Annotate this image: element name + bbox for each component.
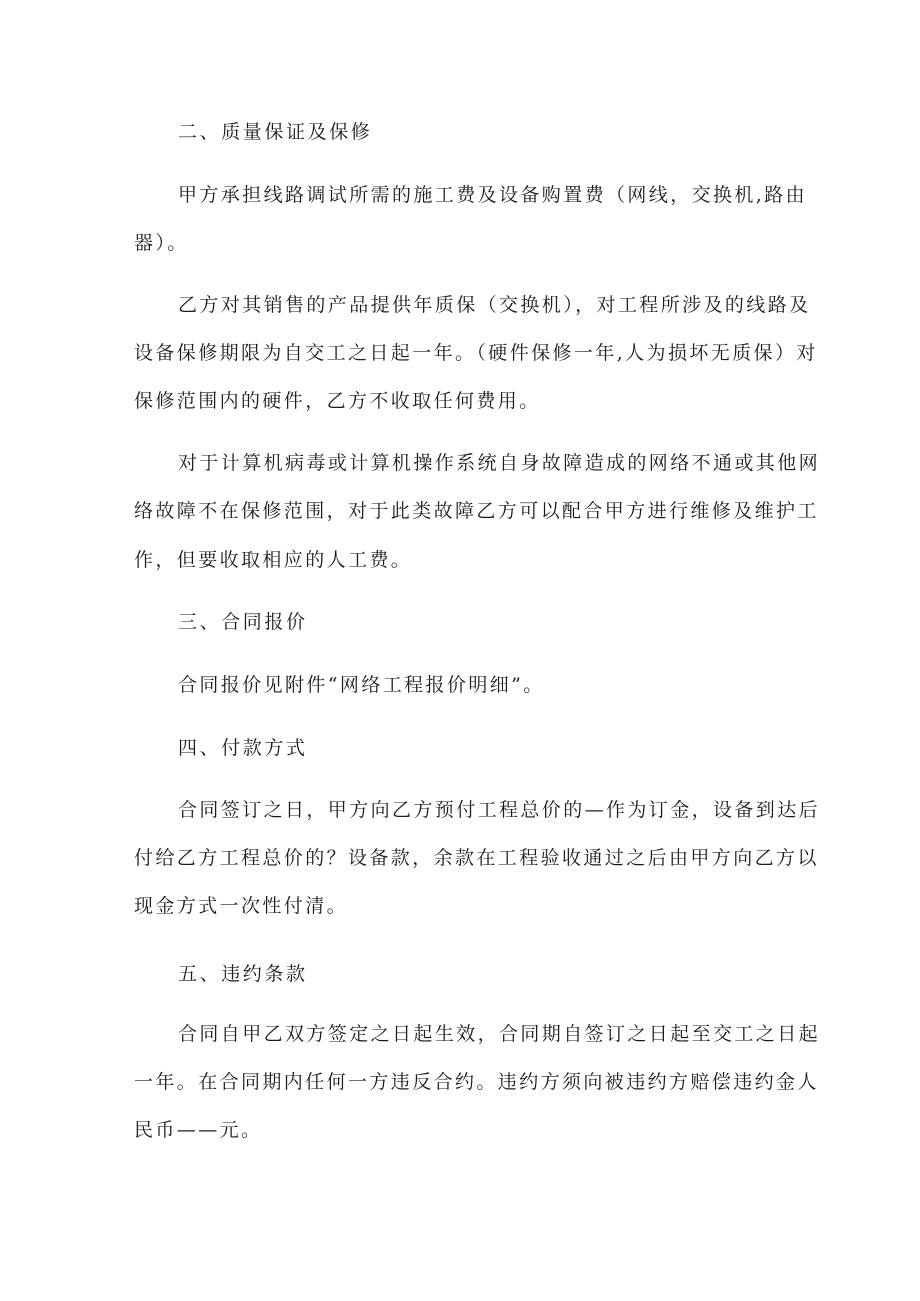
paragraph-line: 合同报价见附件“网络工程报价明细”。 — [178, 674, 545, 696]
paragraph-line: 付给乙方工程总价的？设备款，余款在工程验收通过之后由甲方向乙方以 — [134, 847, 819, 869]
paragraph-line: 甲方承担线路调试所需的施工费及设备购置费（网线，交换机,路由 — [178, 184, 808, 206]
paragraph-line: 一年。在合同期内任何一方违反合约。违约方须向被违约方赔偿违约金人 — [134, 1071, 819, 1093]
paragraph-line: 络故障不在保修范围，对于此类故障乙方可以配合甲方进行维修及维护工 — [134, 500, 819, 522]
section-heading: 五、违约条款 — [178, 963, 308, 985]
section-heading: 四、付款方式 — [178, 737, 308, 759]
paragraph-line: 器）。 — [134, 232, 189, 254]
paragraph-line: 民币——元。 — [134, 1119, 263, 1141]
paragraph-line: 合同自甲乙双方签定之日起生效，合同期自签订之日起至交工之日起 — [178, 1023, 821, 1045]
paragraph-line: 作，但要收取相应的人工费。 — [134, 549, 413, 571]
section-heading: 三、合同报价 — [178, 611, 308, 633]
paragraph-line: 保修范围内的硬件，乙方不收取任何费用。 — [134, 390, 541, 412]
paragraph-line: 设备保修期限为自交工之日起一年。（硬件保修一年,人为损坏无质保）对 — [134, 342, 818, 364]
paragraph-line: 乙方对其销售的产品提供年质保（交换机），对工程所涉及的线路及 — [178, 294, 811, 316]
section-heading: 二、质量保证及保修 — [178, 121, 373, 143]
paragraph-line: 现金方式一次性付清。 — [134, 895, 349, 917]
paragraph-line: 对于计算机病毒或计算机操作系统自身故障造成的网络不通或其他网 — [178, 452, 821, 474]
paragraph-line: 合同签订之日，甲方向乙方预付工程总价的—作为订金，设备到达后 — [178, 799, 821, 821]
